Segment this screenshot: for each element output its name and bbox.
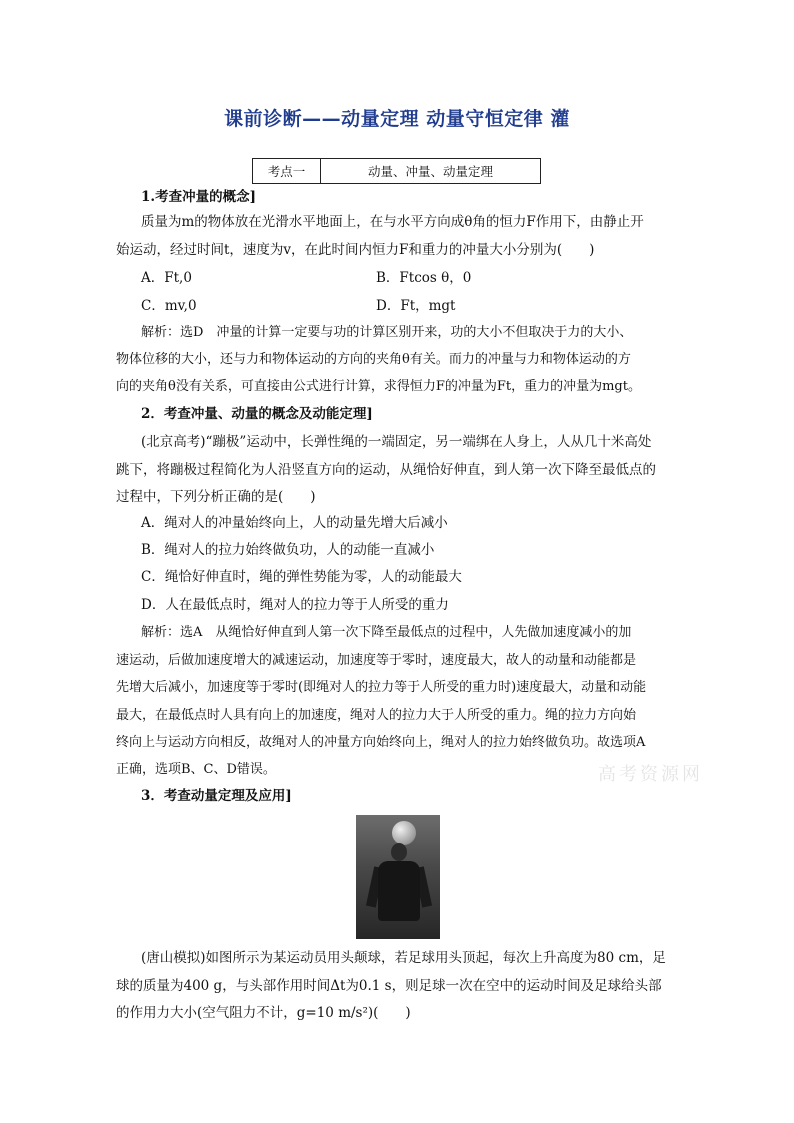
q1-option-a: A．Ft,0 xyxy=(141,270,192,286)
q1-analysis-line3: 向的夹角θ没有关系，可直接由公式进行计算，求得恒力F的冲量为Ft，重力的冲量为mgt。 xyxy=(116,379,641,394)
watermark: 高考资源网 xyxy=(598,764,703,785)
q2-option-c: C．绳恰好伸直时，绳的弹性势能为零，人的动能最大 xyxy=(141,569,462,585)
q1-analysis-line2: 物体位移的大小，还与力和物体运动的方向的夹角θ有关。而力的冲量与力和物体运动的方 xyxy=(116,352,631,367)
q2-stem-line2: 跳下，将蹦极过程简化为人沿竖直方向的运动，从绳恰好伸直，到人第一次下降至最低点的 xyxy=(116,462,656,478)
football-icon xyxy=(392,821,416,845)
q2-stem-line1: (北京高考)“蹦极”运动中，长弹性绳的一端固定，另一端绑在人身上，人从几十米高处 xyxy=(141,434,652,450)
q2-analysis-line5: 终向上与运动方向相反，故绳对人的冲量方向始终向上，绳对人的拉力始终做负功。故选项A xyxy=(116,735,646,750)
q1-option-d: D．Ft，mgt xyxy=(376,298,456,314)
q1-analysis-line1: 解析：选D 冲量的计算一定要与功的计算区别开来，功的大小不但取决于力的大小、 xyxy=(141,325,633,340)
q2-option-b: B．绳对人的拉力始终做负功，人的动能一直减小 xyxy=(141,542,435,558)
player-body xyxy=(378,861,420,921)
q2-option-a: A．绳对人的冲量始终向上，人的动量先增大后减小 xyxy=(141,515,448,531)
q3-stem-line2: 球的质量为400 g，与头部作用时间Δt为0.1 s，则足球一次在空中的运动时间及足球给头部 xyxy=(116,978,662,994)
page-title: 课前诊断——动量定理 动量守恒定律 灌 xyxy=(224,108,570,130)
q2-analysis-line1: 解析：选A 从绳恰好伸直到人第一次下降至最低点的过程中，人先做加速度减小的加 xyxy=(141,625,632,640)
q1-option-c: C．mv,0 xyxy=(141,298,197,314)
q2-option-d: D．人在最低点时，绳对人的拉力等于人所受的重力 xyxy=(141,597,449,613)
q1-option-b: B．Ftcos θ，0 xyxy=(376,270,472,286)
q2-analysis-line3: 先增大后减小，加速度等于零时(即绳对人的拉力等于人所受的重力时)速度最大，动量和动能 xyxy=(116,680,647,695)
q1-stem-line2: 始运动，经过时间t，速度为v，在此时间内恒力F和重力的冲量大小分别为( ) xyxy=(116,242,595,258)
q2-analysis-line6: 正确，选项B、C、D错误。 xyxy=(116,762,276,777)
q2-analysis-line2: 速运动，后做加速度增大的减速运动，加速度等于零时，速度最大，故人的动量和动能都是 xyxy=(116,653,637,668)
q3-stem-line1: (唐山模拟)如图所示为某运动员用头颠球，若足球用头顶起，每次上升高度为80 cm，足 xyxy=(141,950,666,966)
topic-content: 动量、冲量、动量定理 xyxy=(367,164,493,179)
topic-table xyxy=(252,158,541,184)
topic-label: 考点一 xyxy=(253,159,321,183)
q3-heading: 3．考查动量定理及应用] xyxy=(141,788,292,804)
q2-analysis-line4: 最大，在最低点时人具有向上的加速度，绳对人的拉力大于人所受的重力。绳的拉力方向始 xyxy=(116,708,637,723)
player-heading-ball-photo xyxy=(356,815,440,939)
player-head xyxy=(391,843,407,861)
q2-stem-line3: 过程中，下列分析正确的是( ) xyxy=(116,489,316,505)
q1-stem-line1: 质量为m的物体放在光滑水平地面上，在与水平方向成θ角的恒力F作用下，由静止开 xyxy=(141,214,644,230)
q3-stem-line3: 的作用力大小(空气阻力不计，g=10 m/s²)( ) xyxy=(116,1005,411,1021)
q2-heading: 2．考查冲量、动量的概念及动能定理] xyxy=(141,406,373,422)
q1-heading: 1.考查冲量的概念] xyxy=(141,189,256,205)
